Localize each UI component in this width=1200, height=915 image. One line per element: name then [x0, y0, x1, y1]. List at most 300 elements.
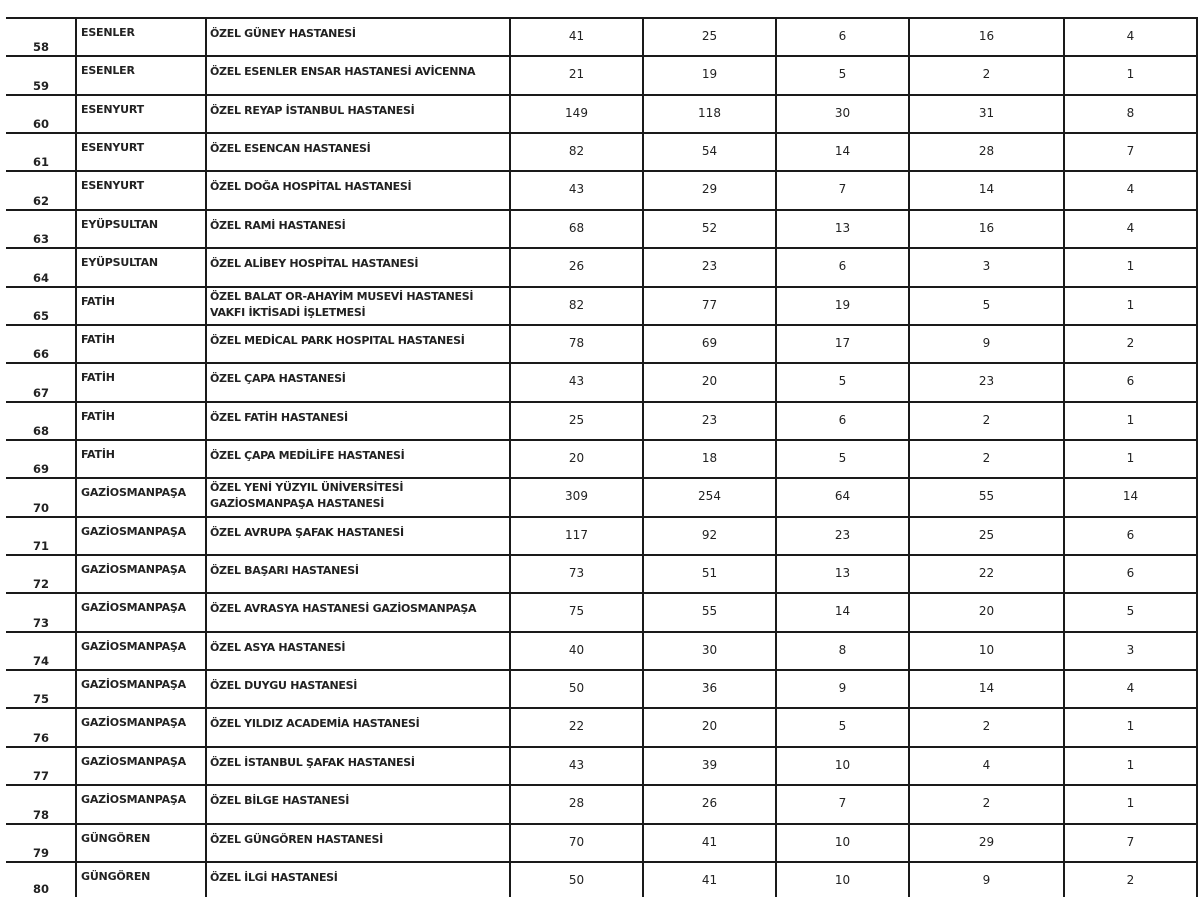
row-number-cell: [6, 403, 77, 439]
row-number-cell: [6, 288, 77, 324]
district-cell: [77, 326, 207, 362]
value-cell-1: [511, 441, 644, 477]
hospital-cell: [207, 19, 511, 55]
value-2: 29: [701, 182, 718, 197]
hospital-cell: [207, 518, 511, 554]
hospital-name: ÖZEL MEDİCAL PARK HOSPITAL HASTANESİ: [210, 333, 465, 347]
value-cell-1: [511, 211, 644, 247]
table-row: [6, 861, 1198, 897]
value-cell-3: [777, 786, 910, 822]
value-cell-5: [1065, 825, 1198, 861]
value-5: 1: [1126, 297, 1135, 312]
value-cell-5: [1065, 57, 1198, 93]
value-cell-3: [777, 748, 910, 784]
district-cell: [77, 134, 207, 170]
district-cell: [77, 671, 207, 707]
row-number-cell: [6, 633, 77, 669]
value-4: 9: [982, 872, 991, 887]
value-3: 13: [834, 566, 851, 581]
value-cell-5: [1065, 633, 1198, 669]
value-cell-2: [644, 326, 777, 362]
row-number: 62: [33, 193, 50, 208]
value-cell-1: [511, 748, 644, 784]
value-cell-5: [1065, 96, 1198, 132]
row-number: 73: [33, 615, 50, 630]
value-cell-4: [910, 479, 1065, 515]
value-3: 23: [834, 527, 851, 542]
value-cell-5: [1065, 364, 1198, 400]
table-row: [6, 477, 1198, 515]
row-number-cell: [6, 172, 77, 208]
value-4: 2: [982, 796, 991, 811]
value-cell-2: [644, 709, 777, 745]
hospital-name: ÖZEL FATİH HASTANESİ: [210, 410, 348, 424]
value-cell-1: [511, 96, 644, 132]
value-3: 19: [834, 297, 851, 312]
district-cell: [77, 57, 207, 93]
value-2: 18: [701, 450, 718, 465]
row-number-cell: [6, 671, 77, 707]
row-number-cell: [6, 441, 77, 477]
value-3: 30: [834, 105, 851, 120]
value-cell-2: [644, 479, 777, 515]
district-name: ESENLER: [81, 26, 135, 39]
hospital-name: ÖZEL GÜNGÖREN HASTANESİ: [210, 832, 383, 846]
value-3: 10: [834, 757, 851, 772]
row-number-cell: [6, 556, 77, 592]
value-4: 31: [978, 105, 995, 120]
value-cell-2: [644, 19, 777, 55]
value-cell-3: [777, 709, 910, 745]
value-cell-2: [644, 364, 777, 400]
row-number: 77: [33, 769, 50, 784]
row-number-cell: [6, 19, 77, 55]
district-cell: [77, 633, 207, 669]
value-4: 20: [978, 604, 995, 619]
row-number: 61: [33, 155, 50, 170]
value-2: 254: [698, 489, 721, 504]
value-cell-5: [1065, 19, 1198, 55]
district-name: EYÜPSULTAN: [81, 217, 158, 231]
district-cell: [77, 364, 207, 400]
hospital-name: ÖZEL BAŞARI HASTANESİ: [210, 564, 359, 578]
district-cell: [77, 96, 207, 132]
value-3: 13: [834, 220, 851, 235]
row-number: 63: [33, 232, 50, 247]
value-3: 14: [834, 604, 851, 619]
value-cell-1: [511, 249, 644, 285]
row-number-cell: [6, 364, 77, 400]
value-cell-5: [1065, 479, 1198, 515]
table-row: [6, 401, 1198, 439]
district-cell: [77, 518, 207, 554]
district-name: GAZİOSMANPAŞA: [81, 793, 186, 807]
row-number-cell: [6, 518, 77, 554]
value-cell-1: [511, 172, 644, 208]
row-number-cell: [6, 326, 77, 362]
row-number-cell: [6, 786, 77, 822]
value-3: 14: [834, 144, 851, 159]
value-cell-1: [511, 518, 644, 554]
district-cell: [77, 172, 207, 208]
district-name: ESENYURT: [81, 179, 144, 193]
value-cell-1: [511, 19, 644, 55]
value-1: 149: [565, 105, 588, 120]
district-name: FATİH: [81, 332, 115, 346]
hospital-cell: [207, 364, 511, 400]
value-cell-3: [777, 671, 910, 707]
district-name: GAZİOSMANPAŞA: [81, 601, 186, 615]
district-name: FATİH: [81, 447, 115, 461]
value-4: 2: [982, 719, 991, 734]
value-cell-1: [511, 709, 644, 745]
value-cell-5: [1065, 134, 1198, 170]
value-5: 14: [1122, 489, 1139, 504]
value-cell-1: [511, 364, 644, 400]
value-1: 25: [568, 412, 585, 427]
value-5: 1: [1126, 67, 1135, 82]
value-cell-3: [777, 134, 910, 170]
value-cell-2: [644, 786, 777, 822]
value-1: 20: [568, 450, 585, 465]
value-1: 309: [565, 489, 588, 504]
value-cell-3: [777, 172, 910, 208]
value-5: 1: [1126, 259, 1135, 274]
value-2: 26: [701, 796, 718, 811]
row-number: 74: [33, 654, 50, 669]
value-cell-5: [1065, 441, 1198, 477]
table-row: [6, 209, 1198, 247]
value-cell-4: [910, 364, 1065, 400]
value-cell-1: [511, 288, 644, 324]
value-cell-4: [910, 403, 1065, 439]
value-5: 1: [1126, 757, 1135, 772]
value-3: 10: [834, 834, 851, 849]
hospital-cell: [207, 441, 511, 477]
row-number: 78: [33, 807, 50, 822]
hospital-cell: [207, 671, 511, 707]
value-2: 92: [701, 527, 718, 542]
value-3: 7: [838, 182, 847, 197]
district-cell: [77, 441, 207, 477]
value-cell-1: [511, 556, 644, 592]
table-row: [6, 592, 1198, 630]
value-cell-5: [1065, 326, 1198, 362]
value-2: 55: [701, 604, 718, 619]
district-name: GAZİOSMANPAŞA: [81, 754, 186, 768]
district-name: FATİH: [81, 371, 115, 385]
value-3: 5: [838, 719, 847, 734]
value-cell-4: [910, 556, 1065, 592]
row-number: 64: [33, 270, 50, 285]
value-4: 25: [978, 527, 995, 542]
value-4: 28: [978, 144, 995, 159]
value-cell-5: [1065, 863, 1198, 897]
district-cell: [77, 249, 207, 285]
hospital-name: ÖZEL ESENLER ENSAR HASTANESİ AVİCENNA: [210, 65, 476, 79]
value-cell-3: [777, 441, 910, 477]
district-name: GAZİOSMANPAŞA: [81, 486, 186, 500]
value-1: 43: [568, 757, 585, 772]
value-cell-2: [644, 288, 777, 324]
value-cell-3: [777, 249, 910, 285]
value-cell-5: [1065, 786, 1198, 822]
value-5: 7: [1126, 834, 1135, 849]
hospital-name: ÖZEL ESENCAN HASTANESİ: [210, 142, 371, 156]
value-2: 118: [698, 105, 721, 120]
value-cell-2: [644, 671, 777, 707]
value-2: 39: [701, 757, 718, 772]
value-cell-4: [910, 633, 1065, 669]
value-cell-2: [644, 594, 777, 630]
hospital-cell: [207, 57, 511, 93]
table-row: [6, 17, 1198, 55]
row-number-cell: [6, 96, 77, 132]
value-4: 14: [978, 681, 995, 696]
hospital-cell: [207, 403, 511, 439]
hospital-cell: [207, 825, 511, 861]
value-2: 69: [701, 335, 718, 350]
row-number: 65: [33, 308, 50, 323]
hospital-name: ÖZEL REYAP İSTANBUL HASTANESİ: [210, 103, 415, 117]
value-5: 8: [1126, 105, 1135, 120]
value-cell-5: [1065, 403, 1198, 439]
value-cell-4: [910, 326, 1065, 362]
table-row: [6, 55, 1198, 93]
row-number: 72: [33, 577, 50, 592]
value-cell-3: [777, 403, 910, 439]
value-cell-3: [777, 288, 910, 324]
value-cell-5: [1065, 288, 1198, 324]
row-number: 58: [33, 40, 50, 55]
value-cell-5: [1065, 211, 1198, 247]
district-name: GAZİOSMANPAŞA: [81, 678, 186, 692]
value-cell-2: [644, 633, 777, 669]
row-number-cell: [6, 134, 77, 170]
value-cell-2: [644, 57, 777, 93]
value-3: 5: [838, 374, 847, 389]
value-cell-3: [777, 825, 910, 861]
value-5: 1: [1126, 450, 1135, 465]
value-cell-2: [644, 249, 777, 285]
table-row: [6, 631, 1198, 669]
value-cell-2: [644, 556, 777, 592]
hospital-cell: [207, 748, 511, 784]
value-5: 1: [1126, 719, 1135, 734]
value-cell-4: [910, 134, 1065, 170]
row-number-cell: [6, 863, 77, 897]
value-2: 77: [701, 297, 718, 312]
district-name: ESENYURT: [81, 102, 144, 116]
hospital-cell: [207, 249, 511, 285]
value-cell-5: [1065, 249, 1198, 285]
value-2: 20: [701, 719, 718, 734]
value-cell-4: [910, 249, 1065, 285]
value-5: 6: [1126, 566, 1135, 581]
district-cell: [77, 825, 207, 861]
value-3: 5: [838, 450, 847, 465]
value-cell-4: [910, 786, 1065, 822]
value-cell-1: [511, 786, 644, 822]
hospital-cell: [207, 172, 511, 208]
value-2: 36: [701, 681, 718, 696]
value-2: 20: [701, 374, 718, 389]
table-row: [6, 247, 1198, 285]
hospital-name: ÖZEL DUYGU HASTANESİ: [210, 679, 358, 693]
value-cell-3: [777, 479, 910, 515]
value-4: 5: [982, 297, 991, 312]
district-name: GÜNGÖREN: [81, 869, 151, 883]
value-1: 43: [568, 374, 585, 389]
hospital-cell: [207, 96, 511, 132]
value-1: 78: [568, 335, 585, 350]
value-2: 41: [701, 872, 718, 887]
value-cell-2: [644, 441, 777, 477]
value-3: 9: [838, 681, 847, 696]
district-name: ESENLER: [81, 64, 135, 78]
district-name: GÜNGÖREN: [81, 831, 151, 845]
value-cell-4: [910, 288, 1065, 324]
value-2: 25: [701, 29, 718, 43]
value-cell-2: [644, 403, 777, 439]
hospital-name: ÖZEL YILDIZ ACADEMİA HASTANESİ: [210, 717, 420, 731]
value-4: 4: [982, 757, 991, 772]
district-name: GAZİOSMANPAŞA: [81, 639, 186, 653]
row-number: 76: [33, 730, 50, 745]
hospital-name: ÖZEL ÇAPA MEDİLİFE HASTANESİ: [210, 448, 405, 462]
row-number-cell: [6, 57, 77, 93]
district-name: GAZİOSMANPAŞA: [81, 563, 186, 577]
value-1: 28: [568, 796, 585, 811]
value-5: 4: [1126, 681, 1135, 696]
value-cell-2: [644, 863, 777, 897]
value-cell-4: [910, 57, 1065, 93]
hospital-cell: [207, 288, 511, 324]
value-5: 1: [1126, 796, 1135, 811]
value-cell-1: [511, 326, 644, 362]
table-row: [6, 362, 1198, 400]
row-number-cell: [6, 211, 77, 247]
value-2: 51: [701, 566, 718, 581]
value-cell-1: [511, 57, 644, 93]
value-2: 54: [701, 144, 718, 159]
value-1: 43: [568, 182, 585, 197]
value-3: 10: [834, 872, 851, 887]
row-number: 79: [33, 845, 50, 860]
value-4: 9: [982, 335, 991, 350]
hospital-cell: [207, 709, 511, 745]
value-1: 82: [568, 297, 585, 312]
row-number: 67: [33, 385, 50, 400]
hospital-cell: [207, 594, 511, 630]
value-4: 10: [978, 642, 995, 657]
district-cell: [77, 748, 207, 784]
value-cell-2: [644, 211, 777, 247]
table-row: [6, 324, 1198, 362]
value-cell-5: [1065, 748, 1198, 784]
value-4: 29: [978, 834, 995, 849]
hospital-cell: [207, 211, 511, 247]
value-4: 16: [978, 220, 995, 235]
table-row: [6, 707, 1198, 745]
hospital-cell: [207, 479, 511, 515]
table-row: [6, 554, 1198, 592]
value-5: 4: [1126, 220, 1135, 235]
district-cell: [77, 709, 207, 745]
value-cell-5: [1065, 671, 1198, 707]
district-name: FATİH: [81, 294, 115, 308]
table-row: [6, 286, 1198, 324]
value-3: 6: [838, 29, 847, 43]
table-row: [6, 132, 1198, 170]
value-1: 68: [568, 220, 585, 235]
table-row: [6, 516, 1198, 554]
value-cell-4: [910, 96, 1065, 132]
value-cell-3: [777, 57, 910, 93]
hospital-name: ÖZEL YENİ YÜZYIL ÜNİVERSİTESİ GAZİOSMANPAŞA HASTANESİ: [210, 481, 404, 511]
hospital-name: ÖZEL AVRUPA ŞAFAK HASTANESİ: [210, 525, 404, 539]
hospital-name: ÖZEL ÇAPA HASTANESİ: [210, 372, 346, 386]
row-number: 71: [33, 539, 50, 554]
value-cell-1: [511, 671, 644, 707]
value-1: 40: [568, 642, 585, 657]
hospital-name: ÖZEL İSTANBUL ŞAFAK HASTANESİ: [210, 755, 415, 769]
district-cell: [77, 594, 207, 630]
value-4: 2: [982, 67, 991, 82]
row-number: 70: [33, 500, 50, 515]
district-cell: [77, 19, 207, 55]
value-cell-3: [777, 863, 910, 897]
district-name: ESENYURT: [81, 141, 144, 155]
value-1: 50: [568, 872, 585, 887]
value-2: 23: [701, 412, 718, 427]
value-1: 75: [568, 604, 585, 619]
district-cell: [77, 211, 207, 247]
value-cell-1: [511, 479, 644, 515]
value-cell-4: [910, 518, 1065, 554]
row-number: 60: [33, 117, 50, 132]
hospital-cell: [207, 786, 511, 822]
value-5: 2: [1126, 335, 1135, 350]
value-4: 16: [978, 29, 995, 43]
value-cell-4: [910, 825, 1065, 861]
value-5: 5: [1126, 604, 1135, 619]
value-cell-4: [910, 709, 1065, 745]
value-1: 73: [568, 566, 585, 581]
value-cell-3: [777, 518, 910, 554]
value-cell-2: [644, 172, 777, 208]
value-cell-3: [777, 594, 910, 630]
value-1: 82: [568, 144, 585, 159]
value-5: 1: [1126, 412, 1135, 427]
value-cell-4: [910, 671, 1065, 707]
value-cell-4: [910, 172, 1065, 208]
row-number: 75: [33, 692, 50, 707]
hospital-name: ÖZEL GÜNEY HASTANESİ: [210, 27, 356, 40]
value-cell-3: [777, 556, 910, 592]
value-cell-1: [511, 825, 644, 861]
value-1: 21: [568, 67, 585, 82]
value-2: 41: [701, 834, 718, 849]
value-5: 7: [1126, 144, 1135, 159]
value-cell-5: [1065, 556, 1198, 592]
value-cell-5: [1065, 172, 1198, 208]
value-cell-2: [644, 748, 777, 784]
value-2: 30: [701, 642, 718, 657]
value-3: 5: [838, 67, 847, 82]
hospital-cell: [207, 134, 511, 170]
value-cell-4: [910, 748, 1065, 784]
